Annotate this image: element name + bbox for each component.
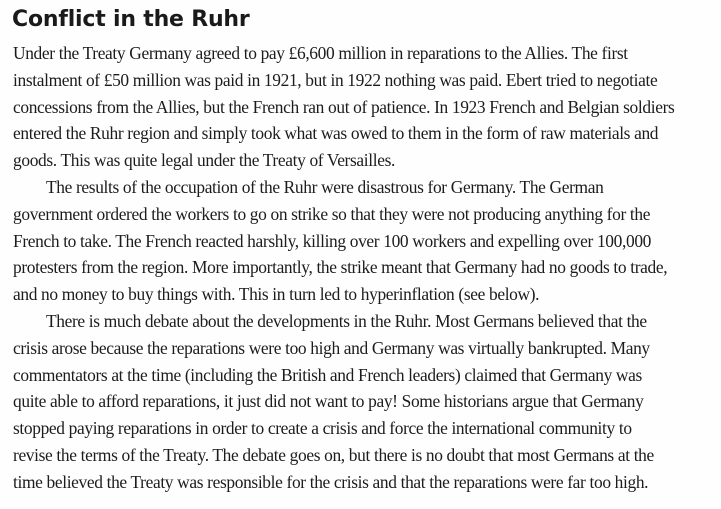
paragraph-debate bbox=[13, 308, 718, 496]
paragraph-occupation-results bbox=[13, 174, 718, 308]
body-text bbox=[13, 40, 718, 496]
text-line: stopped paying reparations in order to create a crisis and force the international community to bbox=[13, 418, 632, 439]
text-line: crisis arose because the reparations were too high and Germany was virtually bankrupted. Many bbox=[13, 337, 650, 358]
text-line: quite able to afford reparations, it just did not want to pay! Some historians argue that Germany bbox=[13, 391, 644, 412]
text-line: protesters from the region. More importantly, the strike meant that Germany had no goods to trade, bbox=[13, 257, 668, 278]
text-line: The results of the occupation of the Ruhr were disastrous for Germany. The German bbox=[46, 176, 604, 197]
text-line: and no money to buy things with. This in turn led to hyperinflation (see below). bbox=[13, 284, 540, 305]
text-line: goods. This was quite legal under the Treaty of Versailles. bbox=[13, 150, 396, 171]
text-line: Under the Treaty Germany agreed to pay £6,600 million in reparations to the Allies. The first bbox=[13, 43, 628, 63]
text-line: instalment of £50 million was paid in 1921, but in 1922 nothing was paid. Ebert tried to negotiate bbox=[13, 69, 658, 90]
paragraph-reparations bbox=[13, 40, 718, 174]
text-line: concessions from the Allies, but the French ran out of patience. In 1923 French and Belgian soldiers bbox=[13, 96, 675, 117]
text-line: commentators at the time (including the British and French leaders) claimed that Germany was bbox=[13, 364, 642, 385]
section-heading: Conflict in the Ruhr bbox=[12, 7, 250, 32]
text-line: revise the terms of the Treaty. The debate goes on, but there is no doubt that most Germans at the bbox=[13, 444, 654, 465]
text-line: entered the Ruhr region and simply took what was owed to them in the form of raw materials and bbox=[13, 123, 659, 144]
text-line: There is much debate about the developments in the Ruhr. Most Germans believed that the bbox=[46, 310, 647, 331]
text-line: French to take. The French reacted harshly, killing over 100 workers and expelling over 100,000 bbox=[13, 230, 652, 251]
text-line: time believed the Treaty was responsible for the crisis and that the reparations were far too high. bbox=[13, 471, 649, 492]
text-line: government ordered the workers to go on strike so that they were not producing anything for the bbox=[13, 203, 651, 224]
